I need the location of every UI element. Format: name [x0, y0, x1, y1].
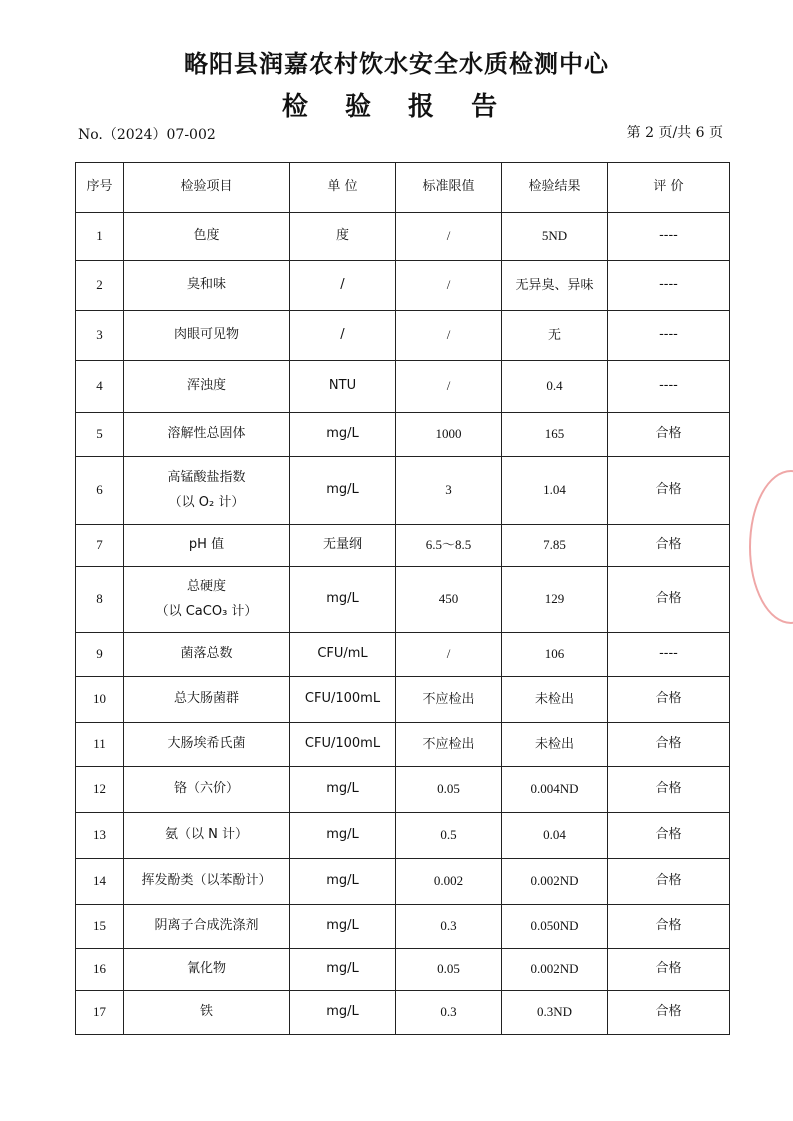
row-eval-text: 合格 [655, 736, 682, 752]
row-limit-text: / [446, 327, 451, 343]
row-result-cell [502, 859, 608, 905]
row-result-cell [502, 723, 608, 767]
row-no-cell [76, 813, 124, 859]
col-header-no: 序号 [76, 163, 124, 213]
row-unit-text: CFU/100mL [304, 736, 381, 752]
row-item-text: 总硬度 [186, 578, 226, 594]
row-eval-text: 合格 [655, 873, 682, 889]
row-limit-text: 0.3 [440, 918, 457, 934]
row-limit-cell [396, 949, 502, 991]
row-limit-cell [396, 767, 502, 813]
row-unit-text: mg/L [326, 961, 359, 977]
row-eval-cell [608, 859, 730, 905]
row-limit-text: 0.5 [440, 827, 457, 843]
row-unit-cell [290, 633, 396, 677]
row-item-cell [124, 567, 290, 633]
col-header-item: 检验项目 [124, 163, 290, 213]
table-row [76, 567, 730, 633]
row-result-cell [502, 311, 608, 361]
row-item-text: 阴离子合成洗涤剂 [154, 918, 259, 934]
row-limit-text: / [446, 228, 451, 244]
row-item-cell [124, 311, 290, 361]
row-item-cell [124, 525, 290, 567]
row-item-text: 氰化物 [186, 961, 226, 977]
row-eval-cell [608, 261, 730, 311]
row-eval-text: 合格 [655, 781, 682, 797]
row-item-cell [124, 767, 290, 813]
row-no-cell [76, 633, 124, 677]
row-item-text: 臭和味 [186, 277, 226, 293]
row-unit-text: 度 [335, 228, 349, 244]
row-item-cell [124, 723, 290, 767]
row-result-cell [502, 261, 608, 311]
row-unit-text: CFU/mL [317, 646, 368, 662]
table-row [76, 813, 730, 859]
row-item-text: 菌落总数 [180, 646, 233, 662]
row-limit-cell [396, 633, 502, 677]
table-row [76, 361, 730, 413]
row-eval-text: 合格 [655, 482, 682, 498]
row-result-cell [502, 633, 608, 677]
row-no-cell [76, 311, 124, 361]
row-item-subtext: （以 O₂ 计） [168, 494, 245, 510]
row-no-text: 2 [96, 277, 103, 293]
row-result-text: 0.002ND [530, 873, 579, 889]
row-limit-text: 0.05 [437, 961, 460, 977]
row-no-cell [76, 859, 124, 905]
row-no-text: 10 [93, 691, 106, 707]
row-eval-cell [608, 311, 730, 361]
table-row [76, 677, 730, 723]
table-row [76, 457, 730, 525]
row-unit-text: CFU/100mL [304, 691, 381, 707]
row-no-cell [76, 567, 124, 633]
row-eval-text: ---- [659, 378, 678, 394]
row-eval-text: 合格 [655, 961, 682, 977]
row-limit-cell [396, 261, 502, 311]
row-result-cell [502, 677, 608, 723]
row-eval-text: 合格 [655, 591, 682, 607]
row-unit-cell [290, 991, 396, 1035]
row-item-text: 铁 [199, 1004, 213, 1020]
row-eval-text: ---- [659, 277, 678, 293]
row-eval-cell [608, 525, 730, 567]
row-eval-cell [608, 361, 730, 413]
row-eval-text: ---- [659, 327, 678, 343]
report-title: 检 验 报 告 [281, 92, 512, 122]
row-unit-cell [290, 677, 396, 723]
row-item-text: 大肠埃希氏菌 [167, 736, 246, 752]
row-no-cell [76, 991, 124, 1035]
row-unit-cell [290, 723, 396, 767]
row-no-cell [76, 949, 124, 991]
row-limit-text: / [446, 277, 451, 293]
row-unit-cell [290, 311, 396, 361]
row-result-text: 165 [544, 426, 565, 442]
row-item-text: 氨（以 N 计） [165, 827, 248, 843]
row-limit-cell [396, 567, 502, 633]
row-item-cell [124, 949, 290, 991]
col-header-limit: 标准限值 [396, 163, 502, 213]
row-no-cell [76, 525, 124, 567]
row-item-text: 肉眼可见物 [173, 327, 239, 343]
row-eval-cell [608, 213, 730, 261]
row-unit-cell [290, 905, 396, 949]
row-no-text: 14 [93, 873, 106, 889]
row-unit-cell [290, 767, 396, 813]
row-result-text: 129 [544, 591, 565, 607]
row-no-cell [76, 677, 124, 723]
row-unit-text: / [340, 327, 345, 343]
document-number: No.（2024）07-002 [78, 127, 216, 143]
row-eval-cell [608, 633, 730, 677]
row-no-text: 9 [96, 646, 103, 662]
row-result-text: 0.4 [546, 378, 563, 394]
row-unit-text: 无量纲 [322, 537, 362, 553]
row-limit-text: 0.05 [437, 781, 460, 797]
row-no-text: 8 [96, 591, 103, 607]
table-row [76, 525, 730, 567]
org-title: 略阳县润嘉农村饮水安全水质检测中心 [184, 50, 609, 78]
results-table [75, 162, 730, 1035]
row-no-cell [76, 457, 124, 525]
row-item-text: pH 值 [188, 537, 225, 553]
row-unit-cell [290, 859, 396, 905]
row-result-text: 1.04 [543, 482, 566, 498]
row-result-text: 7.85 [543, 537, 566, 553]
row-limit-cell [396, 213, 502, 261]
col-header-unit: 单 位 [290, 163, 396, 213]
table-row [76, 261, 730, 311]
row-no-cell [76, 905, 124, 949]
row-result-cell [502, 413, 608, 457]
row-eval-cell [608, 413, 730, 457]
row-unit-text: mg/L [326, 591, 359, 607]
row-result-cell [502, 813, 608, 859]
row-limit-text: / [446, 646, 451, 662]
table-row [76, 213, 730, 261]
row-result-cell [502, 905, 608, 949]
row-result-cell [502, 525, 608, 567]
row-limit-text: 不应检出 [422, 691, 475, 707]
row-eval-text: ---- [659, 646, 678, 662]
row-limit-text: / [446, 378, 451, 394]
row-unit-text: NTU [328, 378, 357, 394]
row-eval-cell [608, 991, 730, 1035]
row-result-text: 0.04 [543, 827, 566, 843]
row-item-cell [124, 633, 290, 677]
row-result-text: 无 [547, 327, 561, 343]
row-unit-text: mg/L [326, 827, 359, 843]
row-eval-cell [608, 813, 730, 859]
row-limit-cell [396, 457, 502, 525]
row-limit-text: 1000 [435, 426, 462, 442]
table-header-row [76, 163, 730, 213]
col-header-eval: 评 价 [608, 163, 730, 213]
row-item-text: 高锰酸盐指数 [167, 469, 246, 485]
row-limit-cell [396, 991, 502, 1035]
row-unit-cell [290, 949, 396, 991]
red-seal-stamp [749, 470, 793, 624]
table-row [76, 413, 730, 457]
table-row [76, 767, 730, 813]
row-eval-cell [608, 949, 730, 991]
row-item-text: 溶解性总固体 [167, 426, 246, 442]
row-eval-text: ---- [659, 228, 678, 244]
row-eval-text: 合格 [655, 1004, 682, 1020]
row-no-text: 3 [96, 327, 103, 343]
row-unit-text: mg/L [326, 918, 359, 934]
row-result-cell [502, 213, 608, 261]
row-item-cell [124, 413, 290, 457]
row-item-cell [124, 905, 290, 949]
table-row [76, 859, 730, 905]
row-result-text: 0.3ND [536, 1004, 573, 1020]
row-item-cell [124, 213, 290, 261]
row-unit-cell [290, 261, 396, 311]
row-item-cell [124, 261, 290, 311]
row-limit-cell [396, 311, 502, 361]
row-unit-text: mg/L [326, 482, 359, 498]
table-row [76, 905, 730, 949]
row-unit-cell [290, 457, 396, 525]
row-no-text: 16 [93, 961, 106, 977]
row-limit-text: 3 [445, 482, 452, 498]
row-unit-cell [290, 567, 396, 633]
row-eval-cell [608, 567, 730, 633]
row-unit-cell [290, 813, 396, 859]
row-result-text: 未检出 [534, 691, 574, 707]
row-no-text: 1 [96, 228, 103, 244]
row-eval-text: 合格 [655, 537, 682, 553]
row-limit-cell [396, 723, 502, 767]
row-limit-cell [396, 905, 502, 949]
row-no-cell [76, 767, 124, 813]
row-no-text: 17 [93, 1004, 106, 1020]
row-no-cell [76, 361, 124, 413]
row-item-text: 浑浊度 [186, 378, 226, 394]
row-limit-cell [396, 413, 502, 457]
row-result-text: 5ND [541, 228, 568, 244]
row-item-cell [124, 991, 290, 1035]
row-eval-text: 合格 [655, 918, 682, 934]
row-result-cell [502, 457, 608, 525]
row-item-cell [124, 677, 290, 723]
row-eval-cell [608, 723, 730, 767]
row-item-cell [124, 361, 290, 413]
row-limit-text: 6.5～8.5 [425, 537, 472, 553]
table-body [76, 213, 730, 1035]
row-no-text: 15 [93, 918, 106, 934]
row-no-cell [76, 213, 124, 261]
row-limit-text: 450 [438, 591, 459, 607]
row-result-cell [502, 361, 608, 413]
row-item-cell [124, 813, 290, 859]
row-no-text: 4 [96, 378, 103, 394]
row-no-cell [76, 723, 124, 767]
row-limit-cell [396, 677, 502, 723]
row-limit-text: 0.002 [433, 873, 464, 889]
row-eval-text: 合格 [655, 827, 682, 843]
table-row [76, 991, 730, 1035]
row-limit-cell [396, 813, 502, 859]
row-no-text: 12 [93, 781, 106, 797]
table-row [76, 723, 730, 767]
row-result-text: 0.050ND [530, 918, 579, 934]
row-no-text: 13 [93, 827, 106, 843]
row-item-text: 挥发酚类（以苯酚计） [141, 873, 272, 889]
row-result-text: 0.004ND [530, 781, 579, 797]
row-no-cell [76, 261, 124, 311]
row-result-text: 106 [544, 646, 565, 662]
row-unit-text: mg/L [326, 1004, 359, 1020]
row-result-cell [502, 567, 608, 633]
row-item-text: 色度 [193, 228, 220, 244]
row-eval-text: 合格 [655, 426, 682, 442]
row-unit-text: mg/L [326, 781, 359, 797]
row-item-subtext: （以 CaCO₃ 计） [155, 603, 258, 619]
row-unit-text: / [340, 277, 345, 293]
row-item-text: 铬（六价） [173, 781, 239, 797]
row-unit-cell [290, 525, 396, 567]
row-unit-cell [290, 413, 396, 457]
row-limit-cell [396, 525, 502, 567]
row-eval-cell [608, 677, 730, 723]
table-row [76, 311, 730, 361]
row-eval-text: 合格 [655, 691, 682, 707]
page-info: 第 2 页/共 6 页 [626, 125, 723, 141]
row-limit-text: 0.3 [440, 1004, 457, 1020]
row-no-text: 7 [96, 537, 103, 553]
table-row [76, 949, 730, 991]
row-result-text: 未检出 [534, 736, 574, 752]
row-result-cell [502, 949, 608, 991]
row-unit-text: mg/L [326, 426, 359, 442]
row-eval-cell [608, 905, 730, 949]
row-no-text: 11 [93, 736, 106, 752]
row-item-cell [124, 859, 290, 905]
row-eval-cell [608, 767, 730, 813]
row-limit-cell [396, 859, 502, 905]
col-header-result: 检验结果 [502, 163, 608, 213]
row-item-cell [124, 457, 290, 525]
row-limit-cell [396, 361, 502, 413]
row-limit-text: 不应检出 [422, 736, 475, 752]
row-no-text: 5 [96, 426, 103, 442]
row-unit-cell [290, 361, 396, 413]
row-result-cell [502, 991, 608, 1035]
row-unit-cell [290, 213, 396, 261]
row-no-cell [76, 413, 124, 457]
row-result-text: 0.002ND [530, 961, 579, 977]
row-no-text: 6 [96, 482, 103, 498]
row-item-text: 总大肠菌群 [173, 691, 239, 707]
table-row [76, 633, 730, 677]
row-result-text: 无异臭、异味 [515, 277, 594, 293]
row-eval-cell [608, 457, 730, 525]
row-unit-text: mg/L [326, 873, 359, 889]
row-result-cell [502, 767, 608, 813]
